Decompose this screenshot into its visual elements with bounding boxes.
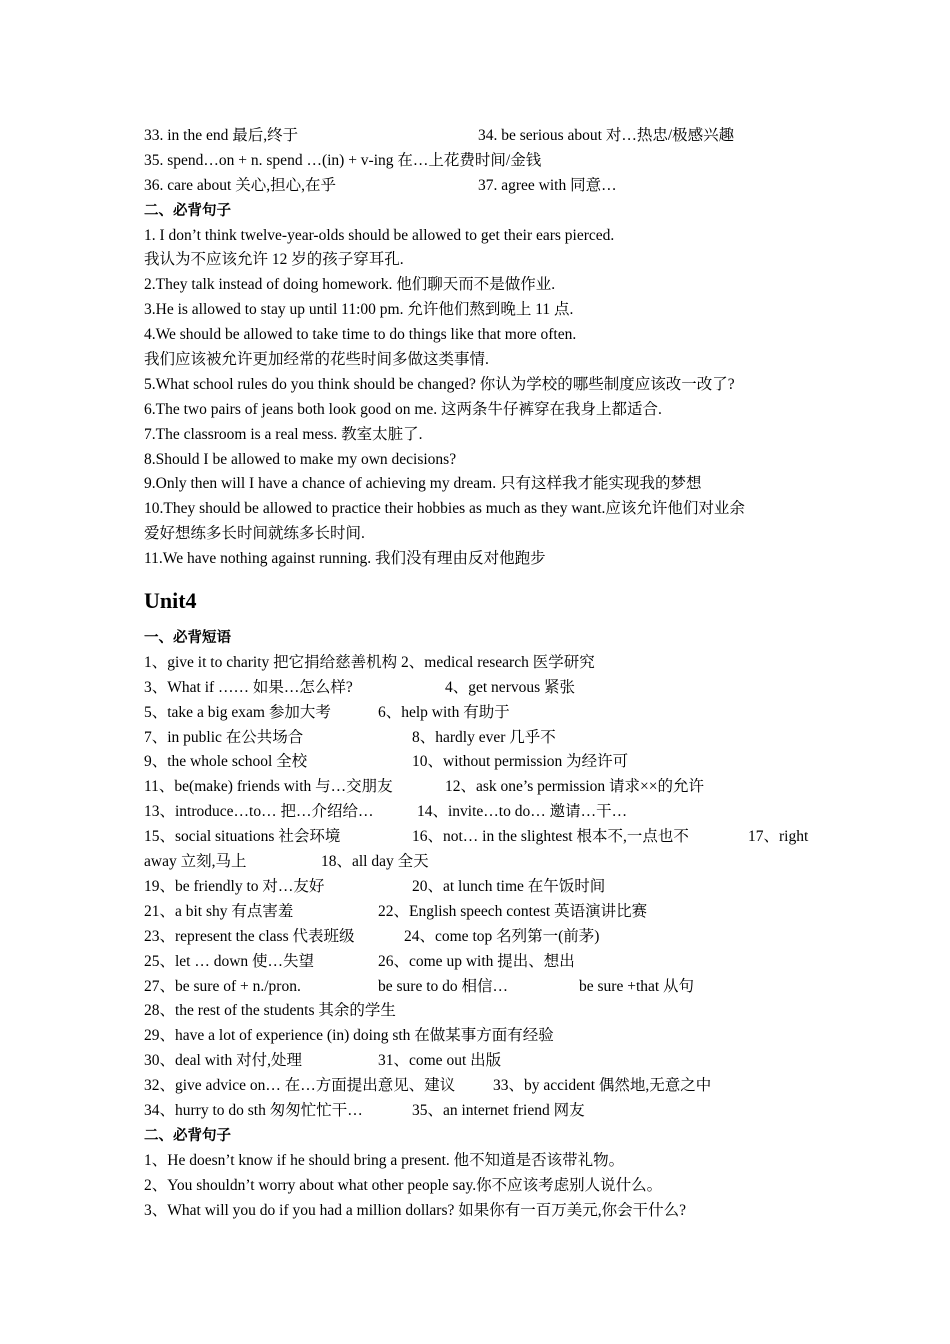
phrase-item: 23、represent the class 代表班级 [144,927,355,945]
phrase-line [144,825,814,850]
phrase-line [144,1024,814,1049]
phrase-item: 32、give advice on… 在…方面提出意见、建议 [144,1077,456,1095]
phrase-item: 10、without permission 为经许可 [412,753,629,771]
sentence-line: 10.They should be allowed to practice their hobbies as much as they want.应该允许他们对业余 [144,500,745,518]
phrase-line [144,950,814,975]
phrase-item: 3、What if …… 如果…怎么样? [144,678,353,696]
sentence-line: 3.He is allowed to stay up until 11:00 pm. 允许他们熬到晚上 11 点. [144,301,574,319]
sentence-line: 11.We have nothing against running. 我们没有理由反对他跑步 [144,550,546,568]
phrase-item: 24、come top 名列第一(前茅) [404,927,600,945]
sentence-line: 7.The classroom is a real mess. 教室太脏了. [144,425,423,443]
phrase-item: 33、by accident 偶然地,无意之中 [493,1077,712,1095]
phrase-item: 9、the whole school 全校 [144,753,308,771]
sentence-line: 2、You shouldn’t worry about what other people say.你不应该考虑别人说什么。 [144,1176,663,1194]
phrase-item: 13、introduce…to… 把…介绍给… [144,803,374,821]
sentence-line: 4.We should be allowed to take time to do things like that more often. [144,326,577,344]
section-heading: 二、必背句子 [144,1127,231,1144]
phrase-item: 37. agree with 同意… [478,176,617,194]
phrase-item: 27、be sure of + n./pron. [144,977,301,995]
phrase-item: 33. in the end 最后,终于 [144,127,299,144]
phrase-line [144,1074,814,1099]
sentence-line: 我认为不应该允许 12 岁的孩子穿耳孔. [144,251,404,269]
phrase-item: away 立刻,马上 [144,853,247,871]
phrase-line [144,124,814,149]
phrase-item: 20、at lunch time 在午饭时间 [412,877,606,895]
phrase-line [144,651,814,676]
sentence-line: 爱好想练多长时间就练多长时间. [144,525,365,543]
sentence-line: 我们应该被允许更加经常的花些时间多做这类事情. [144,351,489,369]
phrase-line [144,149,814,174]
phrase-line [144,875,814,900]
phrase-item: 16、not… in the slightest 根本不,一点也不 [412,828,689,846]
page-content [144,124,814,1223]
phrase-item: 7、in public 在公共场合 [144,728,304,746]
phrase-item: 30、deal with 对付,处理 [144,1052,302,1070]
phrase-line [144,850,814,875]
phrase-line [144,174,814,199]
sentence-line: 8.Should I be allowed to make my own decisions? [144,450,457,468]
phrase-item: 29、have a lot of experience (in) doing sth 在做某事方面有经验 [144,1027,554,1045]
phrase-item: 17、right [748,828,809,846]
phrase-line [144,999,814,1024]
phrase-item: 28、the rest of the students 其余的学生 [144,1002,396,1020]
phrase-line [144,900,814,925]
sentence-line: 3、What will you do if you had a million dollars? 如果你有一百万美元,你会干什么? [144,1201,687,1219]
phrase-item: be sure to do 相信… [378,977,509,995]
phrase-item: 35、an internet friend 网友 [412,1101,585,1119]
phrase-item: 19、be friendly to 对…友好 [144,877,325,895]
phrase-item: 34、hurry to do sth 匆匆忙忙干… [144,1101,363,1119]
sentence-line: 1、He doesn’t know if he should bring a present. 他不知道是否该带礼物。 [144,1151,625,1169]
phrase-line [144,1099,814,1124]
phrase-line [144,750,814,775]
sentence-line: 5.What school rules do you think should be changed? 你认为学校的哪些制度应该改一改了? [144,375,735,393]
phrase-line [144,726,814,751]
phrase-item: 21、a bit shy 有点害羞 [144,902,294,920]
section-heading: 二、必背句子 [144,202,231,219]
phrase-line [144,676,814,701]
sentence-line: 2.They talk instead of doing homework. 他们聊天而不是做作业. [144,276,556,294]
phrase-item: 36. care about 关心,担心,在乎 [144,176,336,194]
phrase-line [144,701,814,726]
phrase-item: 11、be(make) friends with 与…交朋友 [144,778,393,796]
sentence-line: 9.Only then will I have a chance of achieving my dream. 只有这样我才能实现我的梦想 [144,475,702,493]
phrase-line [144,775,814,800]
sentence-line: 1. I don’t think twelve-year-olds should be allowed to get their ears pierced. [144,226,615,244]
phrase-item: 4、get nervous 紧张 [445,678,576,696]
phrase-item: 26、come up with 提出、想出 [378,952,575,970]
phrase-line [144,800,814,825]
phrase-line [144,975,814,1000]
unit-title: Unit4 [144,588,197,614]
phrase-line [144,925,814,950]
phrase-item: 25、let … down 使…失望 [144,952,315,970]
phrase-item: 34. be serious about 对…热忠/极感兴趣 [478,127,735,144]
phrase-item: 18、all day 全天 [321,853,429,871]
phrase-item: 35. spend…on + n. spend …(in) + v-ing 在…上花费时间/金钱 [144,151,542,169]
phrase-item: 8、hardly ever 几乎不 [412,728,556,746]
sentence-line: 6.The two pairs of jeans both look good on me. 这两条牛仔裤穿在我身上都适合. [144,400,662,418]
phrase-item: 5、take a big exam 参加大考 [144,703,331,721]
phrase-item: 22、English speech contest 英语演讲比赛 [378,902,648,920]
phrase-item: 15、social situations 社会环境 [144,828,341,846]
phrase-item: 12、ask one’s permission 请求××的允许 [445,778,705,796]
phrase-item: be sure +that 从句 [579,977,695,995]
phrase-line [144,1049,814,1074]
phrase-item: 1、give it to charity 把它捐给慈善机构 2、medical research 医学研究 [144,653,595,671]
phrase-item: 6、help with 有助于 [378,703,510,721]
phrase-item: 14、invite…to do… 邀请…干… [417,803,628,821]
phrase-item: 31、come out 出版 [378,1052,502,1070]
section-heading: 一、必背短语 [144,630,231,647]
